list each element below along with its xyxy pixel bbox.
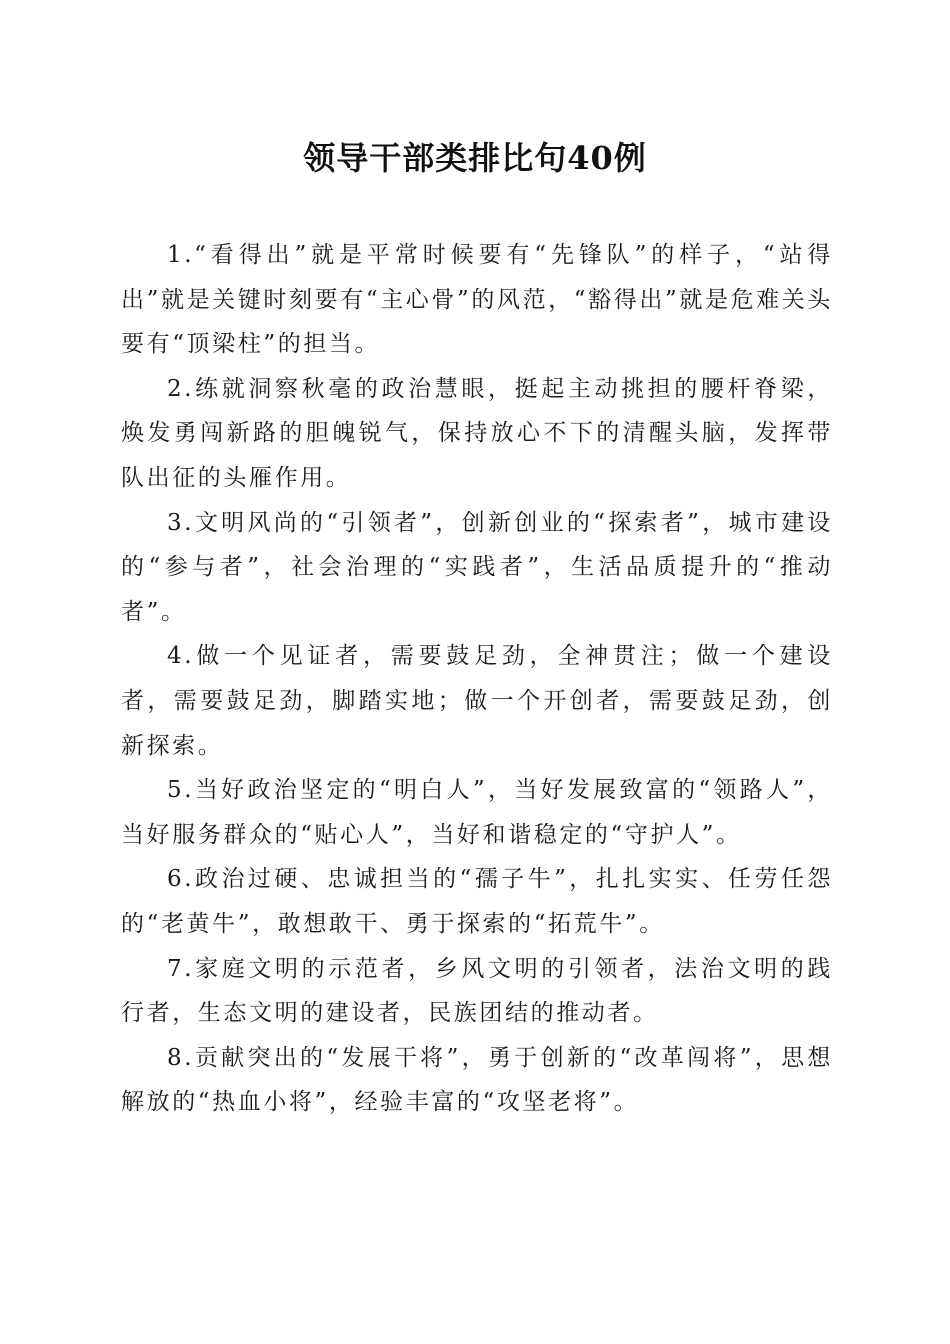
document-title: 领导干部类排比句40例 bbox=[303, 139, 647, 177]
paragraph-8: 8.贡献突出的“发展干将”，勇于创新的“改革闯将”，思想解放的“热血小将”，经验丰富的“攻坚老将”。 bbox=[121, 1044, 833, 1116]
paragraph-2: 2.练就洞察秋毫的政治慧眼，挺起主动挑担的腰杆脊梁，焕发勇闯新路的胆魄锐气，保持放心不下的清醒头脑，发挥带队出征的头雁作用。 bbox=[121, 375, 833, 491]
paragraph-6: 6.政治过硬、忠诚担当的“孺子牛”，扎扎实实、任劳任怨的“老黄牛”，敢想敢干、勇于探索的“拓荒牛”。 bbox=[121, 866, 833, 937]
paragraph-5: 5.当好政治坚定的“明白人”，当好发展致富的“领路人”，当好服务群众的“贴心人”，当好和谐稳定的“守护人”。 bbox=[121, 777, 833, 848]
document-body bbox=[121, 233, 833, 1125]
paragraph-4: 4.做一个见证者，需要鼓足劲，全神贯注；做一个建设者，需要鼓足劲，脚踏实地；做一个开创者，需要鼓足劲，创新探索。 bbox=[121, 643, 833, 759]
paragraph-3: 3.文明风尚的“引领者”，创新创业的“探索者”，城市建设的“参与者”，社会治理的“实践者”，生活品质提升的“推动者”。 bbox=[121, 509, 833, 625]
paragraph-1: 1.“看得出”就是平常时候要有“先锋队”的样子，“站得出”就是关键时刻要有“主心骨”的风范，“豁得出”就是危难关头要有“顶梁柱”的担当。 bbox=[121, 242, 833, 358]
paragraph-7: 7.家庭文明的示范者，乡风文明的引领者，法治文明的践行者，生态文明的建设者，民族团结的推动者。 bbox=[121, 955, 833, 1027]
